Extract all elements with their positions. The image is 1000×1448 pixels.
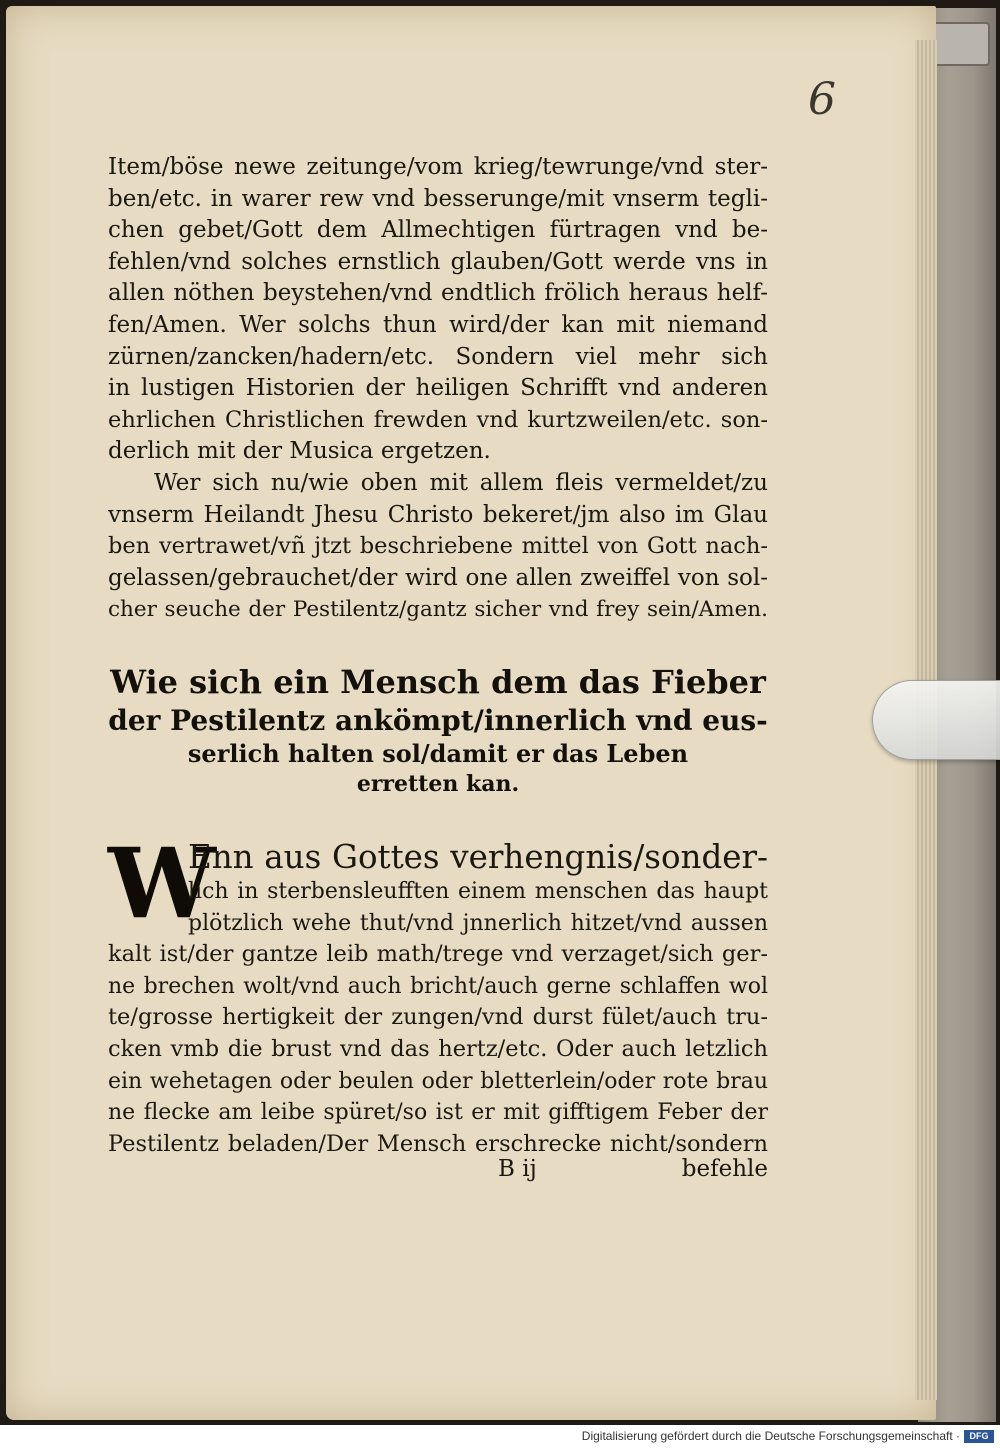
text-line: lich in sterbensleufften einem menschen das haupt xyxy=(188,879,768,904)
paragraph-1 xyxy=(108,152,768,626)
text-line: te/grosse hertigkeit der zungen/vnd durst fület/auch tru- xyxy=(108,1004,768,1031)
text-line: gelassen/gebrauchet/der wird one allen zweiffel von sol- xyxy=(108,564,768,591)
text-line: chen gebet/Gott dem Allmechtigen fürtragen vnd be- xyxy=(108,217,768,244)
text-line: cken vmb die brust vnd das hertz/etc. Oder auch letzlich xyxy=(108,1035,768,1062)
text-line: cher seuche der Pestilentz/gantz sicher vnd frey sein/Amen. xyxy=(108,597,768,623)
plastic-tab xyxy=(872,680,1000,760)
text-line: vnserm Heilandt Jhesu Christo bekeret/jm also im Glau xyxy=(108,501,768,528)
text-line: kalt ist/der gantze leib math/trege vnd verzaget/sich ger- xyxy=(108,941,768,968)
footer-bar xyxy=(0,1425,1000,1448)
text-line: derlich mit der Musica ergetzen. xyxy=(108,438,491,465)
signature-mark: B ij xyxy=(498,1156,537,1182)
text-line: Item/böse newe zeitunge/vom krieg/tewrunge/vnd ster- xyxy=(108,154,768,180)
page-number: 6 xyxy=(808,74,836,125)
text-line: ein wehetagen oder beulen oder bletterlein/oder rote brau xyxy=(108,1068,768,1094)
drop-initial: W xyxy=(108,827,216,940)
text-line: ne brechen wolt/vnd auch bricht/auch gerne schlaffen wol xyxy=(108,973,768,999)
text-line: fen/Amen. Wer solchs thun wird/der kan mit niemand xyxy=(108,311,768,338)
funding-credit: Digitalisierung gefördert durch die Deutsche Forschungsgemeinschaft · xyxy=(581,1429,960,1443)
text-line: ehrlichen Christlichen frewden vnd kurtzweilen/etc. son- xyxy=(108,406,768,433)
paragraph-3 xyxy=(108,827,768,1160)
text-line: ben vertrawet/vñ jtzt beschriebene mittel von Gott nach- xyxy=(108,533,768,560)
text-line: fehlen/vnd solches ernstlich glauben/Gott werde vns in xyxy=(108,248,768,275)
heading-line: Wie sich ein Mensch dem das Fieber xyxy=(110,663,766,701)
text-line: Enn aus Gottes verhengnis/sonder- xyxy=(188,838,768,876)
catchword: befehle xyxy=(681,1156,768,1182)
text-line: ne flecke am leibe spüret/so ist er mit gifftigem Feber der xyxy=(108,1100,768,1126)
text-line: zürnen/zancken/hadern/etc. Sondern viel mehr sich xyxy=(108,343,768,370)
dfg-logo: DFG xyxy=(964,1430,994,1443)
heading-line: serlich halten sol/damit er das Leben xyxy=(187,739,689,768)
metal-clip xyxy=(928,22,990,66)
text-line: Pestilentz beladen/Der Mensch erschrecke nicht/sondern xyxy=(108,1130,768,1157)
heading-line: erretten kan. xyxy=(356,771,520,797)
text-line: Wer sich nu/wie oben mit allem fleis vermeldet/zu xyxy=(154,469,768,496)
text-line: allen nöthen beystehen/vnd endtlich frölich heraus helf- xyxy=(108,280,768,307)
text-line: in lustigen Historien der heiligen Schrifft vnd anderen xyxy=(108,375,768,402)
heading-line: der Pestilentz ankömpt/innerlich vnd eus- xyxy=(108,704,768,737)
section-heading xyxy=(108,660,768,799)
text-line: ben/etc. in warer rew vnd besserunge/mit vnserm tegli- xyxy=(108,185,768,212)
text-line: plötzlich wehe thut/vnd jnnerlich hitzet/vnd aussen xyxy=(188,910,768,936)
